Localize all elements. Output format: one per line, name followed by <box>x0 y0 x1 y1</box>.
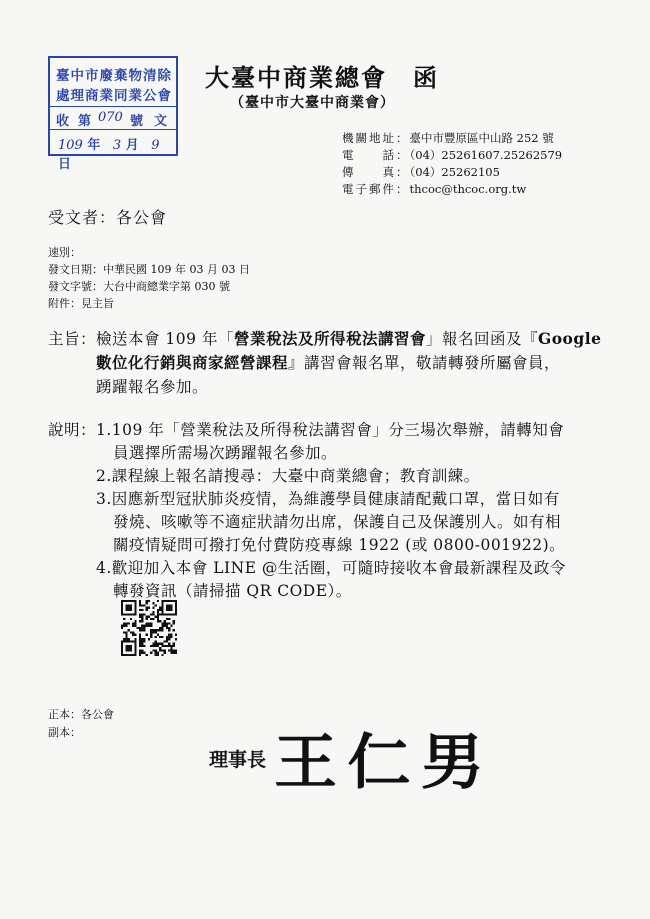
signature-title: 理事長 <box>209 749 267 771</box>
meta-doc-number: 發文字號：大台中商總業字第 030 號 <box>48 280 230 293</box>
contact-address: 機關地址 ： 臺中市豐原區中山路 252 號 <box>342 131 554 145</box>
stamp-date-day: 9 <box>151 138 160 153</box>
stamp-date-month-label: 月 <box>125 138 139 153</box>
contact-fax: 傳真 ： （04）25262105 <box>342 165 500 179</box>
subject-course-2-start: Google <box>537 329 602 348</box>
subject-text-c: 」報名回函及『 <box>425 330 538 348</box>
explanation-item-4-cont: 轉發資訊（請掃描 QR CODE）。 <box>113 582 352 600</box>
receipt-stamp <box>48 56 178 172</box>
explanation-item-3-cont1: 發燒、咳嗽等不適症狀請勿出席，保護自己及保護別人。如有相 <box>113 513 562 531</box>
subject-line-2 <box>96 351 560 373</box>
subject-course-2: 數位化行銷與商家經營課程 <box>96 353 289 372</box>
subject-label: 主旨： <box>48 330 97 348</box>
meta-date: 發文日期：中華民國 109 年 03 月 03 日 <box>48 263 250 276</box>
stamp-number-value: 070 <box>98 110 123 125</box>
copy-recipients: 副本： <box>48 726 81 739</box>
stamp-date-year: 109 <box>58 138 83 153</box>
contact-fax-label: 傳真 <box>342 165 394 179</box>
explanation-item-1-cont: 員選擇所需場次踴躍報名參加。 <box>113 444 338 462</box>
document-title: 大臺中商業總會 函 <box>205 64 439 92</box>
stamp-date-month: 3 <box>112 138 122 153</box>
contact-phone: 電話 ： （04）25261607.25262579 <box>342 148 563 162</box>
recipient: 受文者：各公會 <box>48 208 168 227</box>
stamp-date-year-label: 年 <box>87 138 101 153</box>
stamp-doc-label: 文 <box>154 114 168 129</box>
contact-fax-value: （04）25262105 <box>409 165 500 179</box>
meta-attachment: 附件：見主旨 <box>48 297 114 310</box>
contact-email-value: thcoc@thcoc.org.tw <box>409 182 527 196</box>
meta-speed: 速別： <box>48 246 81 259</box>
explanation-item-4: 4.歡迎加入本會 LINE @生活圈，可隨時接收本會最新課程及政令 <box>96 559 566 577</box>
stamp-number-label: 第 <box>78 114 92 129</box>
contact-address-value: 臺中市豐原區中山路 252 號 <box>409 131 554 145</box>
stamp-receive-label: 收 <box>56 114 70 129</box>
contact-email: 電子郵件 ： thcoc@thcoc.org.tw <box>342 182 527 196</box>
original-recipients: 正本：各公會 <box>48 708 114 721</box>
explanation-item-2: 2.課程線上報名請搜尋：大臺中商業總會；教育訓練。 <box>96 467 480 485</box>
subject-course-1: 營業稅法及所得稅法講習會 <box>233 329 426 348</box>
document-subtitle: （臺中市大臺中商業會） <box>230 95 395 111</box>
subject-line-1 <box>96 327 602 349</box>
subject-text-a: 檢送本會 109 年「 <box>96 330 234 348</box>
stamp-org-line1: 臺中市廢棄物清除 <box>56 68 172 84</box>
qr-code-image <box>121 600 177 656</box>
stamp-number-row <box>50 106 176 130</box>
explanation-item-3: 3.因應新型冠狀肺炎疫情，為維護學員健康請配戴口罩，當日如有 <box>96 490 560 508</box>
contact-email-label: 電子郵件 <box>342 182 394 196</box>
subject-line-3: 踴躍報名參加。 <box>96 378 209 396</box>
signature-name: 王仁男 <box>274 728 495 798</box>
explanation-item-1: 1.109 年「營業稅法及所得稅法講習會」分三場次舉辦，請轉知會 <box>96 421 565 439</box>
stamp-date-row <box>58 134 176 172</box>
stamp-org-line2: 處理商業同業公會 <box>56 88 172 104</box>
contact-phone-value: （04）25261607.25262579 <box>409 148 563 162</box>
stamp-date-day-label: 日 <box>58 157 72 172</box>
contact-phone-label: 電話 <box>342 148 394 162</box>
explanation-item-3-cont2: 關疫情疑問可撥打免付費防疫專線 1922 (或 0800-001922)。 <box>113 536 566 554</box>
subject-text-d: 』講習會報名單，敬請轉發所屬會員， <box>288 354 561 372</box>
stamp-number-suffix: 號 <box>130 114 144 129</box>
explanation-label: 說明： <box>48 421 97 439</box>
contact-address-label: 機關地址 <box>342 131 394 145</box>
